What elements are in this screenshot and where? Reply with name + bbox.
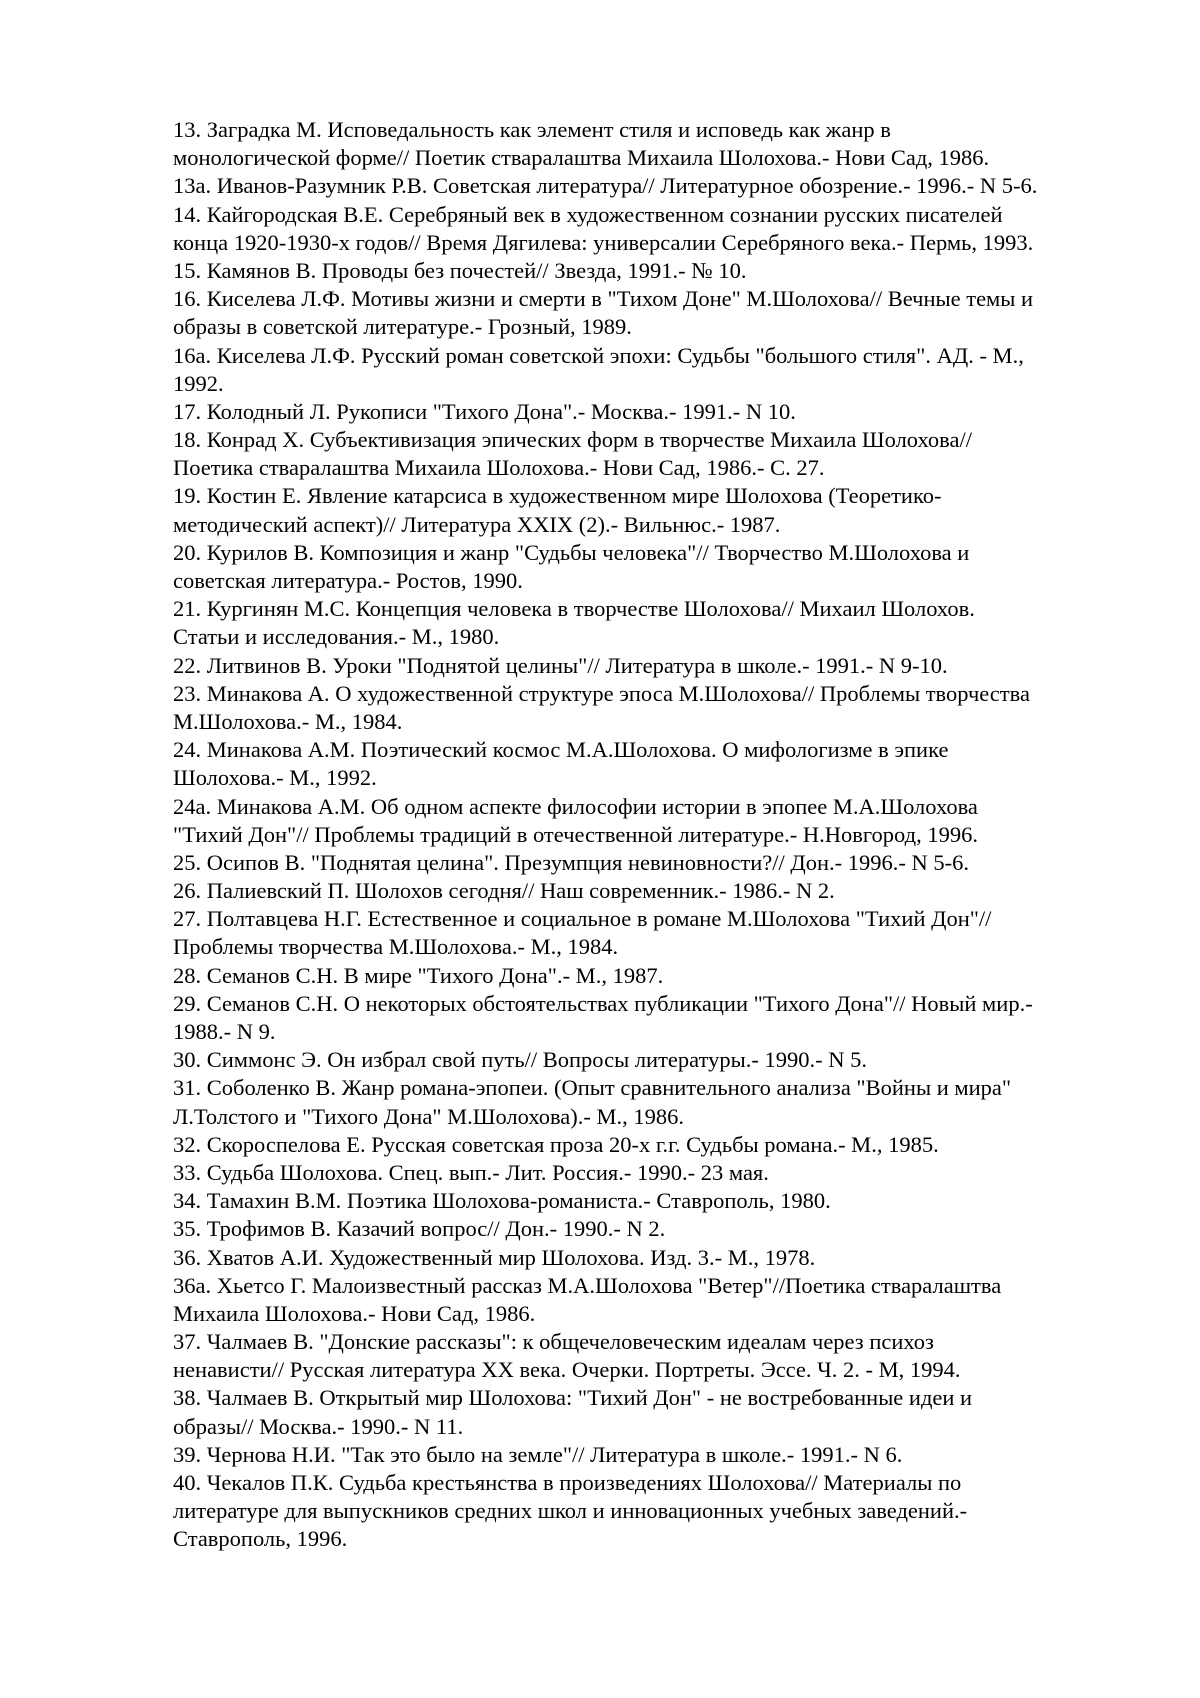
bibliography-line: 17. Колодный Л. Рукописи "Тихого Дона".- Москва.- 1991.- N 10. (173, 398, 796, 424)
bibliography-line: "Тихий Дон"// Проблемы традиций в отечественной литературе.- Н.Новгород, 1996. (173, 821, 978, 847)
bibliography-line: образы в советской литературе.- Грозный, 1989. (173, 314, 632, 340)
bibliography-line: 28. Семанов С.Н. В мире "Тихого Дона".- М., 1987. (173, 962, 664, 988)
bibliography-line: 22. Литвинов В. Уроки "Поднятой целины"// Литература в школе.- 1991.- N 9-10. (173, 652, 948, 678)
bibliography-line: 18. Конрад Х. Субъективизация эпических форм в творчестве Михаила Шолохова// (173, 427, 972, 453)
bibliography-line: конца 1920-1930-х годов// Время Дягилева: универсалии Серебряного века.- Пермь, 1993. (173, 229, 1034, 255)
bibliography-line: советская литература.- Ростов, 1990. (173, 568, 523, 593)
bibliography-line: 40. Чекалов П.К. Судьба крестьянства в произведениях Шолохова// Материалы по (173, 1470, 962, 1495)
bibliography-line: 37. Чалмаев В. "Донские рассказы": к общечеловеческим идеалам через психоз (173, 1329, 934, 1355)
bibliography-line: 16а. Киселева Л.Ф. Русский роман советской эпохи: Судьбы "большого стиля". АД. - М., (173, 342, 1024, 368)
bibliography-line: 36. Хватов А.И. Художественный мир Шолохова. Изд. 3.- М., 1978. (173, 1244, 816, 1270)
bibliography-line: 20. Курилов В. Композиция и жанр "Судьбы человека"// Творчество М.Шолохова и (173, 539, 970, 565)
bibliography-line: методический аспект)// Литература XXIX (2).- Вильнюс.- 1987. (173, 511, 781, 537)
bibliography-line: 16. Киселева Л.Ф. Мотивы жизни и смерти в "Тихом Доне" М.Шолохова// Вечные темы и (173, 286, 1034, 312)
bibliography-line: 35. Трофимов В. Казачий вопрос// Дон.- 1990.- N 2. (173, 1216, 666, 1242)
bibliography-line: 13. Заградка М. Исповедальность как элемент стиля и исповедь как жанр в (173, 117, 891, 142)
bibliography-line: Статьи и исследования.- М., 1980. (173, 624, 500, 650)
bibliography-line: 1992. (173, 370, 224, 396)
bibliography-line: 27. Полтавцева Н.Г. Естественное и социальное в романе М.Шолохова "Тихий Дон"// (173, 906, 992, 932)
bibliography-line: 38. Чалмаев В. Открытый мир Шолохова: "Тихий Дон" - не востребованные идеи и (173, 1385, 973, 1411)
bibliography-line: 24а. Минакова А.М. Об одном аспекте философии истории в эпопее М.А.Шолохова (173, 793, 978, 819)
bibliography-line: 31. Соболенко В. Жанр романа-эпопеи. (Опыт сравнительного анализа "Войны и мира" (173, 1075, 1012, 1101)
bibliography-line: Поетика стваралаштва Михаила Шолохова.- Нови Сад, 1986.- С. 27. (173, 455, 825, 481)
bibliography-line: литературе для выпускников средних школ и инновационных учебных заведений.- (173, 1498, 968, 1524)
bibliography-line: 33. Судьба Шолохова. Спец. вып.- Лит. Россия.- 1990.- 23 мая. (173, 1159, 769, 1185)
bibliography-line: 34. Тамахин В.М. Поэтика Шолохова-романиста.- Ставрополь, 1980. (173, 1188, 831, 1214)
bibliography-line: 21. Кургинян М.С. Концепция человека в творчестве Шолохова// Михаил Шолохов. (173, 596, 975, 622)
bibliography-line: ненависти// Русская литература ХХ века. Очерки. Портреты. Эссе. Ч. 2. - М, 1994. (173, 1357, 961, 1383)
bibliography-line: 13а. Иванов-Разумник Р.В. Советская литература// Литературное обозрение.- 1996.- N 5-6. (173, 173, 1038, 199)
bibliography-line: 29. Семанов С.Н. О некоторых обстоятельствах публикации "Тихого Дона"// Новый мир.- (173, 990, 1033, 1016)
bibliography-line (173, 1554, 1133, 1582)
bibliography-line: Шолохова.- М., 1992. (173, 765, 377, 791)
bibliography-line: М.Шолохова.- М., 1984. (173, 708, 403, 734)
bibliography-line: 39. Чернова Н.И. "Так это было на земле"// Литература в школе.- 1991.- N 6. (173, 1441, 903, 1467)
bibliography-line: 15. Камянов В. Проводы без почестей// Звезда, 1991.- № 10. (173, 257, 747, 283)
bibliography-line: Л.Толстого и "Тихого Дона" М.Шолохова).- М., 1986. (173, 1103, 685, 1129)
bibliography-line: 24. Минакова А.М. Поэтический космос М.А.Шолохова. О мифологизме в эпике (173, 737, 949, 763)
bibliography-line: Проблемы творчества М.Шолохова.- М., 1984. (173, 934, 619, 960)
bibliography-line: 19. Костин Е. Явление катарсиса в художественном мире Шолохова (Теоретико- (173, 483, 942, 509)
bibliography-line: 23. Минакова А. О художественной структуре эпоса М.Шолохова// Проблемы творчества (173, 680, 1030, 706)
bibliography-line: 26. Палиевский П. Шолохов сегодня// Наш современник.- 1986.- N 2. (173, 878, 835, 904)
bibliography-line: 1988.- N 9. (173, 1019, 276, 1044)
bibliography-line: 36а. Хьетсо Г. Малоизвестный рассказ М.А.Шолохова "Ветер"//Поетика стваралаштва (173, 1272, 1002, 1298)
bibliography-line: 30. Симмонс Э. Он избрал свой путь// Вопросы литературы.- 1990.- N 5. (173, 1047, 867, 1073)
bibliography-line: 25. Осипов В. "Поднятая целина". Презумпция невиновности?// Дон.- 1996.- N 5-6. (173, 849, 970, 875)
bibliography-line: Михаила Шолохова.- Нови Сад, 1986. (173, 1300, 536, 1326)
bibliography-line: монологической форме// Поетик стваралаштва Михаила Шолохова.- Нови Сад, 1986. (173, 145, 990, 171)
bibliography-line: 14. Кайгородская В.Е. Серебряный век в художественном сознании русских писателей (173, 201, 1003, 227)
bibliography-page (173, 116, 1133, 1582)
bibliography-line: Ставрополь, 1996. (173, 1526, 348, 1552)
bibliography-line: 32. Скороспелова Е. Русская советская проза 20-х г.г. Судьбы романа.- М., 1985. (173, 1131, 939, 1157)
bibliography-line: образы// Москва.- 1990.- N 11. (173, 1413, 464, 1439)
